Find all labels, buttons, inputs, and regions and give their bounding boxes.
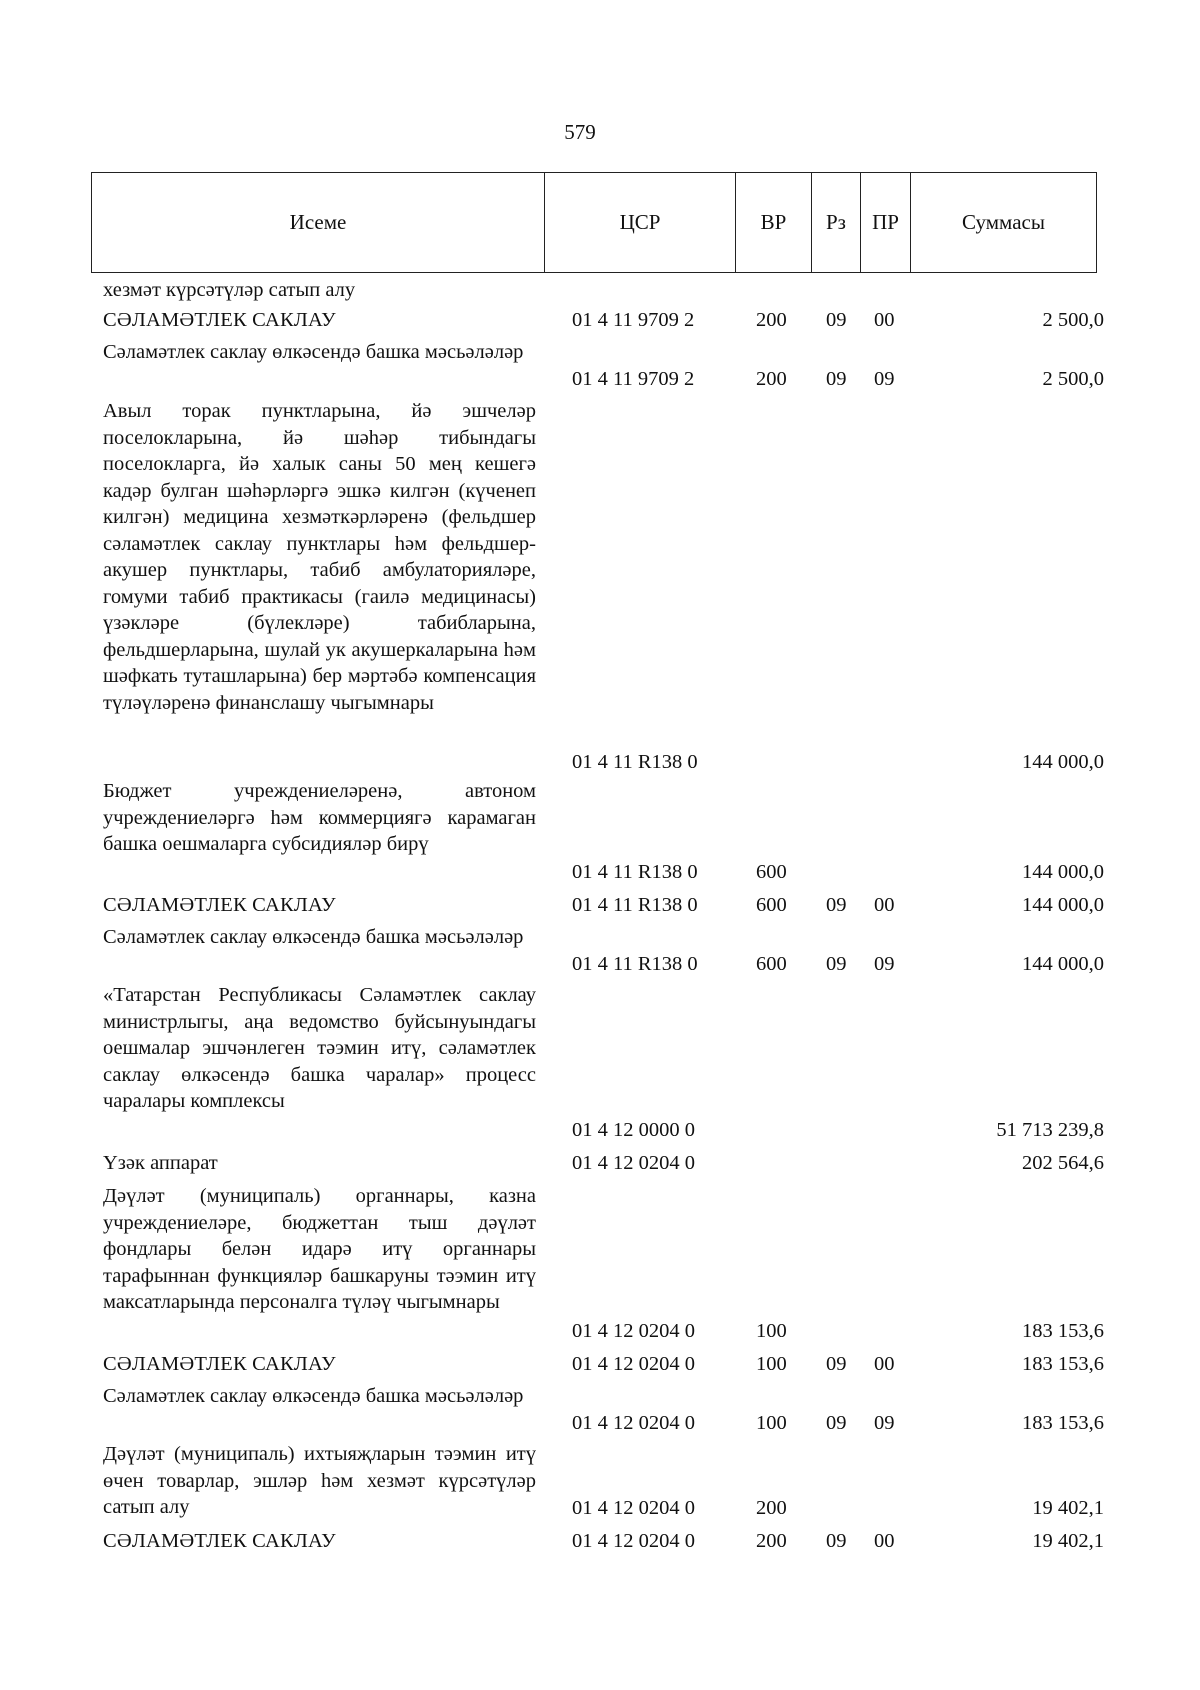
row-name: СӘЛАМӘТЛЕК САКЛАУ <box>103 1353 336 1375</box>
header-csr: ЦСР <box>545 173 736 273</box>
header-name: Исеме <box>92 173 545 273</box>
row-csr: 01 4 11 9709 2 <box>572 368 695 390</box>
table-header <box>91 172 1097 273</box>
row-vr: 600 <box>756 861 787 883</box>
row-vr: 600 <box>756 894 787 916</box>
row-sum: 19 402,1 <box>1032 1497 1104 1519</box>
header-pr: ПР <box>861 173 911 273</box>
row-pr: 09 <box>874 368 895 390</box>
row-sum: 144 000,0 <box>1022 861 1104 883</box>
row-sum: 144 000,0 <box>1022 894 1104 916</box>
header-vr: ВР <box>736 173 812 273</box>
row-rz: 09 <box>826 1353 847 1375</box>
row-vr: 200 <box>756 1530 787 1552</box>
row-sum: 2 500,0 <box>1042 368 1104 390</box>
row-name: хезмәт күрсәтүләр сатып алу <box>103 279 356 301</box>
row-rz: 09 <box>826 894 847 916</box>
row-pr: 09 <box>874 1412 895 1434</box>
row-sum: 183 153,6 <box>1022 1320 1104 1342</box>
row-pr: 00 <box>874 1530 895 1552</box>
row-csr: 01 4 11 R138 0 <box>572 751 698 773</box>
row-vr: 600 <box>756 953 787 975</box>
row-rz: 09 <box>826 368 847 390</box>
row-csr: 01 4 11 R138 0 <box>572 861 698 883</box>
row-name: Сәламәтлек саклау өлкәсендә башка мәсьәләләр <box>103 926 524 948</box>
row-rz: 09 <box>826 953 847 975</box>
row-csr: 01 4 12 0204 0 <box>572 1152 695 1174</box>
row-csr: 01 4 11 9709 2 <box>572 309 695 331</box>
header-sum: Суммасы <box>911 173 1097 273</box>
row-pr: 09 <box>874 953 895 975</box>
row-name: СӘЛАМӘТЛЕК САКЛАУ <box>103 1530 336 1552</box>
row-vr: 200 <box>756 309 787 331</box>
row-pr: 00 <box>874 309 895 331</box>
row-sum: 144 000,0 <box>1022 751 1104 773</box>
row-name: Дәүләт (муниципаль) органнары, казна учреждениеләре, бюджеттан тыш дәүләт фондлары белән идарә итү органнары тарафыннан функцияләр башкаруны тәэмин итү максатларында персоналга түләү чыгымнары <box>103 1185 536 1313</box>
row-csr: 01 4 12 0204 0 <box>572 1530 695 1552</box>
row-csr: 01 4 12 0204 0 <box>572 1353 695 1375</box>
row-sum: 19 402,1 <box>1032 1530 1104 1552</box>
row-sum: 183 153,6 <box>1022 1412 1104 1434</box>
row-sum: 51 713 239,8 <box>996 1119 1104 1141</box>
row-pr: 00 <box>874 1353 895 1375</box>
row-csr: 01 4 12 0204 0 <box>572 1497 695 1519</box>
row-csr: 01 4 12 0000 0 <box>572 1119 695 1141</box>
row-vr: 100 <box>756 1412 787 1434</box>
row-name: Бюджет учреждениеләренә, автоном учреждениеләргә һәм коммерциягә карамаган башка оешмаларга субсидияләр бирү <box>103 780 536 855</box>
row-vr: 200 <box>756 368 787 390</box>
row-sum: 144 000,0 <box>1022 953 1104 975</box>
row-name: Үзәк аппарат <box>103 1152 218 1174</box>
row-name: Авыл торак пунктларына, йә эшчеләр поселокларына, йә шәһәр тибындагы поселокларга, йә халык саны 50 мең кешегә кадәр булган шәһәрләргә эшкә килгән (күченеп килгән) медицина хезмәткәрләренә (фельдшер сәламәтлек саклау пунктлары һәм фельдшер-акушер пунктлары, табиб амбулаторияләре, гомуми табиб практикасы (гаилә медицинасы) үзәкләре (бүлекләре) табибларына, фельдшерларына, шулай ук акушеркаларына һәм шәфкать туташларына) бер мәртәбә компенсация түләүләренә финанслашу чыгымнары <box>103 400 536 714</box>
row-name: «Татарстан Республикасы Сәламәтлек саклау министрлыгы, аңа ведомство буйсынуындагы оешмалар эшчәнлеген тәэмин итү, сәламәтлек саклау өлкәсендә башка чаралар» процесс чаралары комплексы <box>103 984 536 1112</box>
row-sum: 202 564,6 <box>1022 1152 1104 1174</box>
row-csr: 01 4 12 0204 0 <box>572 1320 695 1342</box>
row-name: Сәламәтлек саклау өлкәсендә башка мәсьәләләр <box>103 1385 524 1407</box>
row-name: Сәламәтлек саклау өлкәсендә башка мәсьәләләр <box>103 341 524 363</box>
row-vr: 200 <box>756 1497 787 1519</box>
row-name: СӘЛАМӘТЛЕК САКЛАУ <box>103 894 336 916</box>
row-rz: 09 <box>826 1412 847 1434</box>
row-sum: 2 500,0 <box>1042 309 1104 331</box>
row-name: Дәүләт (муниципаль) ихтыяҗларын тәэмин итү өчен товарлар, эшләр һәм хезмәт күрсәтүләр сатып алу <box>103 1443 536 1518</box>
row-csr: 01 4 11 R138 0 <box>572 953 698 975</box>
row-sum: 183 153,6 <box>1022 1353 1104 1375</box>
row-pr: 00 <box>874 894 895 916</box>
header-rz: Рз <box>812 173 861 273</box>
row-csr: 01 4 11 R138 0 <box>572 894 698 916</box>
row-vr: 100 <box>756 1353 787 1375</box>
row-vr: 100 <box>756 1320 787 1342</box>
page-number: 579 <box>564 120 596 144</box>
row-rz: 09 <box>826 309 847 331</box>
row-name: СӘЛАМӘТЛЕК САКЛАУ <box>103 309 336 331</box>
row-rz: 09 <box>826 1530 847 1552</box>
row-csr: 01 4 12 0204 0 <box>572 1412 695 1434</box>
